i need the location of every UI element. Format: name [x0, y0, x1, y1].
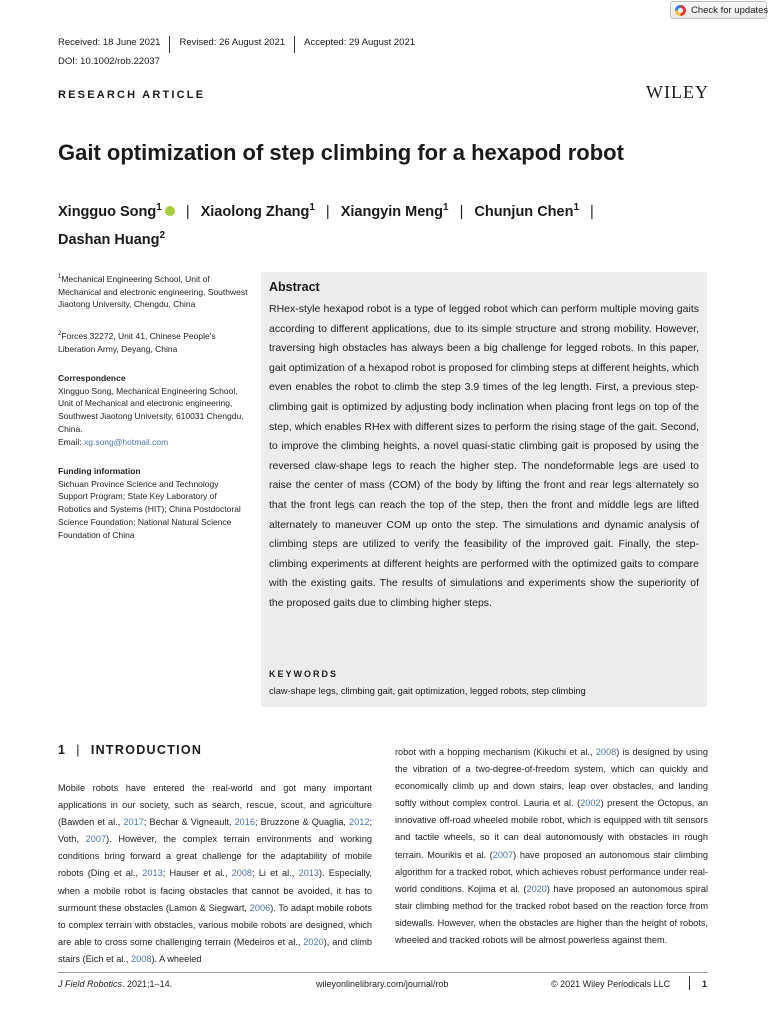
correspondence-block: Correspondence Xingguo Song, Mechanical Engineering School, Unit of Mechanical and electronic engineering, Southwest Jiaotong University, 610031 Chengdu, China. Email: xg.song@hotmail.com — [58, 373, 244, 447]
body-text: ) have proposed an autonomous spiral stair climbing method for the tracked robot based on the reaction force from sidewalls. However, when the obstacles are higher than the height of robots, wheeled and tracked robots will be almost powerless against them. — [395, 883, 708, 946]
citation-link[interactable]: 2008 — [595, 747, 617, 757]
intro-column-left — [58, 780, 372, 968]
body-text: ; Bruzzone & Quaglia, — [255, 817, 349, 828]
funding-heading: Funding information — [58, 466, 141, 476]
correspondence-text: Xingguo Song, Mechanical Engineering School, Unit of Mechanical and electronic engineering, Southwest Jiaotong University, 610031 Chengdu, China. — [58, 385, 244, 434]
author-affiliation: 2 — [159, 229, 166, 241]
article-history — [58, 36, 424, 53]
author-separator: | — [325, 203, 330, 220]
body-text: ; Hauser et al., — [162, 868, 232, 879]
affiliation-2: $^2$Forces 32272, Unit 41, Chinese People's Liberation Army, Deyang, China — [58, 330, 216, 354]
body-text: ) have proposed an autonomous stair climbing algorithm for a tracked robot, which achieves robust performance under real‐world conditions. Kojima et al. ( — [395, 849, 709, 894]
email-link[interactable]: xg.song@hotmail.com — [83, 436, 169, 447]
funding-text: Sichuan Province Science and Technology Support Program; State Key Laboratory of Robotics and Systems (HIT); China Postdoctoral Science Foundation; National Natural Science Foundation of China — [58, 478, 241, 540]
citation-link[interactable]: 2008 — [231, 868, 253, 879]
author-name[interactable]: Chunjun Chen — [474, 203, 574, 220]
citation-link[interactable]: 2007 — [492, 849, 514, 860]
publisher-logo: WILEY — [646, 82, 709, 102]
body-text: ; Bechar & Vigneault, — [143, 817, 235, 828]
footer-copyright: © 2021 Wiley Periodicals LLC — [551, 979, 671, 989]
body-text: ), and climb stairs (Eich et al., — [58, 936, 372, 964]
body-text: ; Voth, — [58, 817, 372, 845]
affiliation-1: $^1$Mechanical Engineering School, Unit of Mechanical and electronic engineering, Southwest Jiaotong University, Chengdu, China — [58, 273, 248, 310]
author-separator: | — [459, 203, 464, 220]
author-separator: | — [185, 203, 190, 220]
citation-link[interactable]: 2008 — [131, 953, 152, 964]
doi[interactable]: DOI: 10.1002/rob.22037 — [58, 56, 160, 67]
author-name[interactable]: Dashan Huang — [58, 231, 160, 248]
author-name[interactable]: Xiangyin Meng — [340, 203, 444, 220]
section-heading: 1 | INTRODUCTION — [58, 743, 203, 757]
body-text: ). To adapt mobile robots to complex terrain with obstacles, various mobile robots are designed, which are able to cross some challenging terrain (Medeiros et al., — [58, 902, 372, 947]
correspondence-heading: Correspondence — [58, 373, 126, 383]
body-text: ) is designed by using the vibration of a two‐degree‐of‐freedom system, which can quickly and economically climb up and down stairs, leap over obstacles, and landing softly without complex control. Lauria et al. ( — [395, 747, 708, 809]
citation-link[interactable]: 2020 — [526, 883, 547, 894]
keywords-heading: KEYWORDS — [269, 669, 339, 679]
citation-link[interactable]: 2017 — [123, 817, 144, 828]
body-text: ) present the Octopus, an innovative off‐road wheeled mobile robot, which is equipped with tilt sensors and tactile wheels, so it can deal autonomously with obstacles in rough terrain. Mourikis et al. ( — [395, 798, 708, 860]
citation-link[interactable]: 2013 — [142, 868, 163, 879]
keywords: claw‐shape legs, climbing gait, gait optimization, legged robots, step climbing — [269, 686, 586, 696]
author-separator: | — [590, 203, 594, 220]
footer-citation: J Field Robotics. 2021;1–14. — [58, 979, 173, 989]
revised-date: Revised: 26 August 2021 — [170, 36, 295, 53]
intro-column-right — [395, 744, 708, 949]
author-name[interactable]: Xingguo Song — [58, 203, 157, 220]
received-date: Received: 18 June 2021 — [58, 36, 170, 53]
paper-title: Gait optimization of step climbing for a hexapod robot — [58, 140, 624, 165]
body-text: Mobile robots have entered the real‐world and got many important applications in our society, such as search, rescue, scout, and agriculture (Bawden et al., — [58, 783, 372, 828]
accepted-date: Accepted: 29 August 2021 — [304, 37, 416, 48]
article-type: RESEARCH ARTICLE — [58, 89, 206, 101]
author-affiliation: 1 — [156, 202, 162, 213]
author-name[interactable]: Xiaolong Zhang — [200, 203, 310, 220]
author-affiliation: 1 — [573, 202, 580, 213]
check-for-updates-button[interactable] — [670, 1, 767, 19]
citation-link[interactable]: 2006 — [249, 902, 271, 913]
funding-block — [58, 465, 248, 541]
body-text: ). A wheeled — [151, 953, 202, 964]
check-for-updates-label: Check for updates — [691, 5, 768, 16]
footer-url[interactable]: wileyonlinelibrary.com/journal/rob — [316, 979, 449, 989]
body-text: ; Li et al., — [252, 868, 299, 879]
abstract-heading: Abstract — [269, 280, 320, 294]
body-text: robot with a hopping mechanism (Kikuchi et al., — [395, 747, 596, 757]
body-text: ). Especially, when a mobile robot is facing obstacles that cannot be avoided, it has to surmount these obstacles (Lamon & Siegwart, — [58, 868, 372, 913]
footer-separator — [689, 976, 690, 990]
orcid-icon[interactable] — [165, 206, 175, 216]
citation-link[interactable]: 2020 — [303, 936, 324, 947]
abstract-body: RHex‐style hexapod robot is a type of legged robot which can perform multiple moving gaits according to different applications, due to its simple structure and strong mobility. However, traversing high obstacles has always been a big challenge for legged robots. In this paper, gait optimization of a hexapod robot is proposed for climbing steps at different heights, which even enables the robot to climb the step 3.9 times of the leg length. First, a previous step‐climbing gait is optimized by adjusting body inclination when placing front legs on top of the step, which enables RHex with different sizes to perform the rising stage of the gait. Second, to improve the climbing heights, a novel quasi‐static climbing gait is proposed by using the reversed claw‐shape legs to reach the higher step. The nondeformable legs are used to raise the center of mass (COM) of the body by lifting the front and rear legs alternately so that the front legs can reach the top of the step, then the front and middle legs are lifted alternately to maneuver COM up onto the step. The simulations and dynamic analysis of climbing steps are utilized to verify the feasibility of the improved gait. Finally, the step‐climbing experiments at different heights are performed with the optimized gaits to compare with the existing gaits. The results of simulations and experiments show the superiority of the proposed gaits due to climbing higher steps. — [269, 303, 699, 609]
citation-link[interactable]: 2007 — [85, 834, 107, 845]
citation-link[interactable]: 2013 — [298, 868, 319, 879]
author-affiliation: 1 — [309, 202, 315, 213]
author-affiliation: 1 — [443, 202, 449, 213]
abstract-box — [261, 272, 707, 707]
citation-link[interactable]: 2002 — [580, 798, 601, 809]
footer-divider — [58, 972, 708, 973]
body-text: ). However, the complex terrain environments and working conditions bring forward a great challenge for the adaptability of mobile robots (Ding et al., — [58, 834, 372, 879]
citation-link[interactable]: 2012 — [348, 817, 370, 828]
author-list — [58, 196, 698, 252]
crossmark-icon — [675, 5, 686, 16]
citation-link[interactable]: 2016 — [234, 817, 256, 828]
page-number: 1 — [702, 979, 708, 989]
